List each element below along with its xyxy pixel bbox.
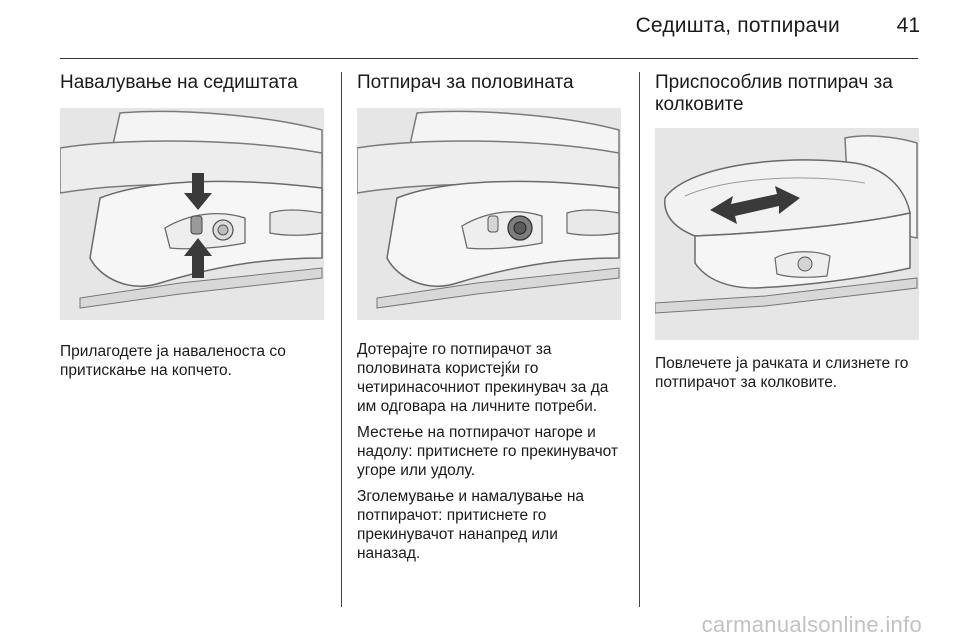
column-divider-1 bbox=[341, 72, 342, 607]
column-seat-recline bbox=[60, 72, 326, 387]
column-divider-2 bbox=[639, 72, 640, 607]
lumbar-support-figure bbox=[357, 108, 621, 320]
header-title: Седишта, потпирачи bbox=[635, 14, 840, 37]
section-text bbox=[357, 340, 625, 563]
section-text bbox=[655, 354, 921, 392]
paragraph: Местење на потпирачот нагоре и надолу: притиснете го прекинувачот угоре или удолу. bbox=[357, 424, 619, 479]
section-heading: Потпирач за половината bbox=[357, 72, 574, 93]
lumbar-support-switch-illustration bbox=[357, 108, 621, 320]
paragraph: Повлечете ја рачката и слизнете го потпирачот за колковите. bbox=[655, 355, 909, 391]
section-heading: Навалување на седиштата bbox=[60, 72, 298, 93]
watermark-text: carmanualsonline.info bbox=[701, 612, 922, 637]
column-lumbar-support bbox=[357, 72, 625, 570]
thigh-support-slide-illustration bbox=[655, 128, 919, 340]
paragraph: Прилагодете ја наваленоста со притискање на копчето. bbox=[60, 343, 286, 379]
section-heading: Приспособлив потпирач за колковите bbox=[655, 72, 893, 115]
page-number: 41 bbox=[896, 14, 920, 37]
column-thigh-support bbox=[655, 72, 921, 399]
seat-recline-figure bbox=[60, 108, 324, 320]
seat-recline-button-illustration bbox=[60, 108, 324, 320]
section-text bbox=[60, 342, 326, 380]
paragraph: Зголемување и намалување на потпирачот: притиснете го прекинувачот нанапред или наназад. bbox=[357, 488, 584, 562]
header-rule bbox=[60, 58, 918, 59]
paragraph: Дотерајте го потпирачот за половината користејќи го четиринасочниот прекинувач за да им одговара на личните потреби. bbox=[357, 341, 609, 415]
thigh-support-figure bbox=[655, 128, 919, 340]
